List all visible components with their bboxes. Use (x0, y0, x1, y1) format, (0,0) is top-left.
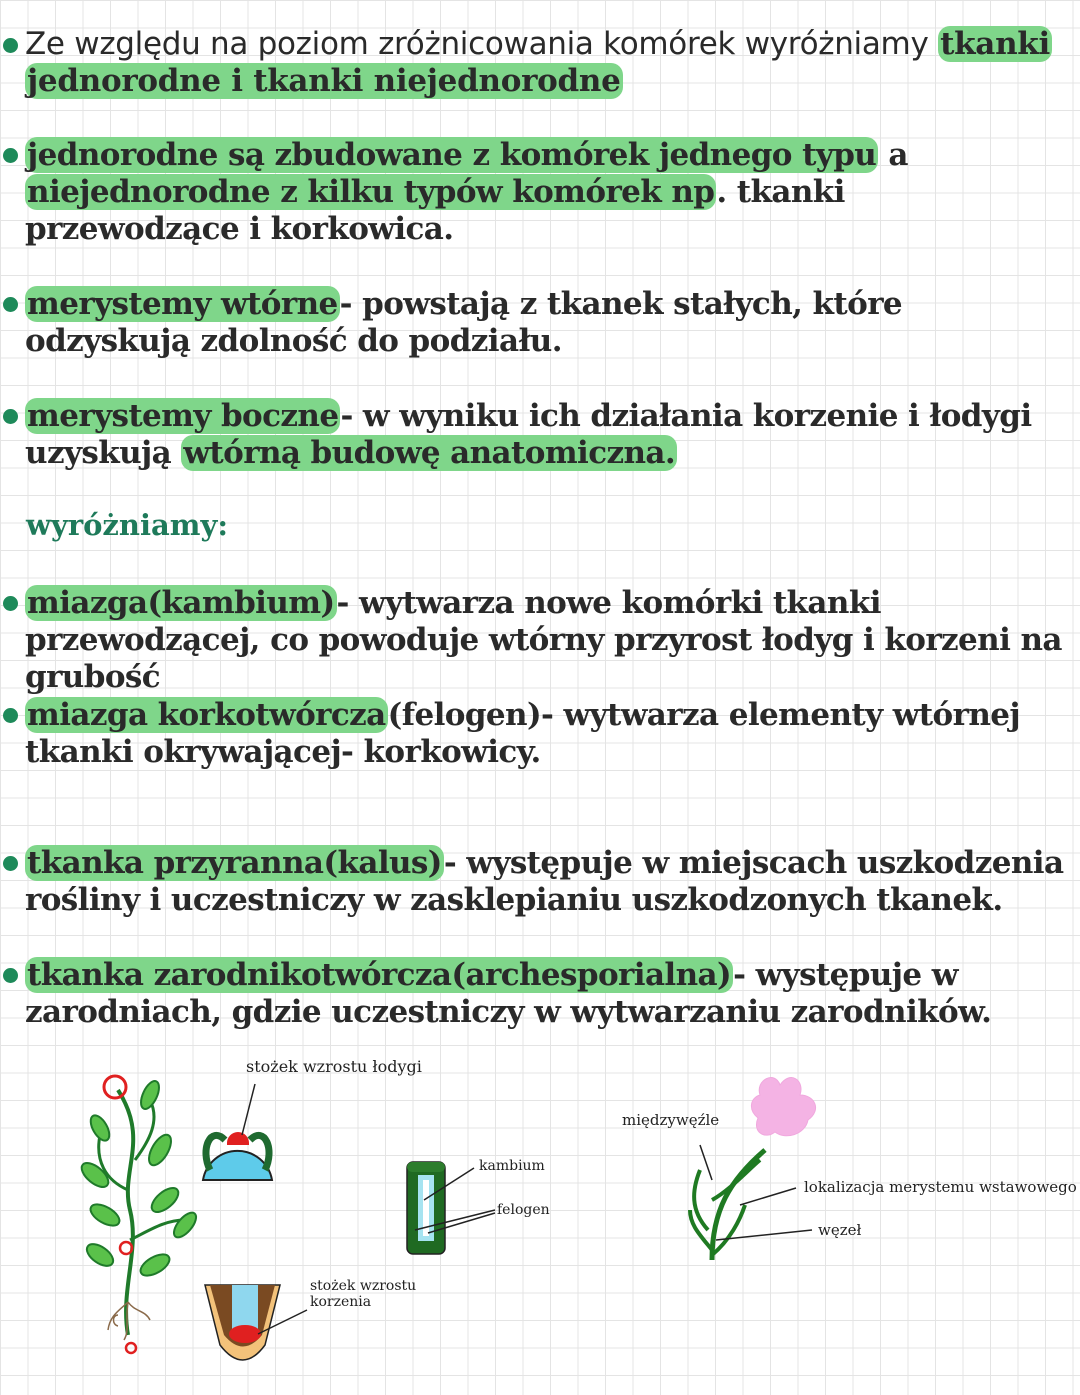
text: a (878, 137, 908, 173)
bullet (3, 596, 18, 611)
text: - występuje w miejscach uszkodzenia rośliny i uczestniczy w zasklepianiu uszkodzonych tkanek. (25, 845, 1064, 918)
text: . tkanki przewodzące i korkowica. (25, 174, 845, 247)
text: - występuje w zarodniach, gdzie uczestniczy w wytwarzaniu zarodników. (25, 957, 992, 1030)
paragraph-cambium (25, 585, 1065, 696)
label-shoot-tip: stożek wzrostu łodygi (246, 1057, 422, 1076)
plant-drawing (78, 1076, 200, 1353)
bullet (3, 968, 18, 983)
paragraph-lateral-meristems (25, 398, 1065, 472)
highlight: miazga korkotwórcza (27, 697, 386, 733)
bullet (3, 38, 18, 53)
bullet (3, 148, 18, 163)
highlight: tkanki jednorodne i tkanki niejednorodne (27, 26, 1050, 99)
bullet (3, 409, 18, 424)
highlight: tkanka zarodnikotwórcza(archesporialna) (27, 957, 732, 993)
highlight: miazga(kambium) (27, 585, 335, 621)
paragraph-archesporium (25, 957, 1065, 1031)
label-internode: międzywęźle (622, 1111, 720, 1129)
text: Ze względu na poziom zróżnicowania komórek wyróżniamy (25, 26, 929, 62)
text: - w wyniku ich działania korzenie i łodygi uzyskują (25, 398, 1032, 471)
label-felogen: felogen (497, 1202, 550, 1218)
highlight: merystemy boczne (27, 398, 339, 434)
highlight: jednorodne są zbudowane z komórek jednego typu (27, 137, 877, 173)
highlight: wtórną budowę anatomiczna. (183, 435, 676, 471)
paragraph-tissue-differentiation (25, 26, 1065, 100)
label-node: węzeł (818, 1221, 862, 1239)
highlight: merystemy wtórne (27, 286, 338, 322)
bullet (3, 297, 18, 312)
label-text: stożek wzrostu korzenia (310, 1278, 417, 1310)
paragraph-callus (25, 845, 1065, 919)
paragraph-secondary-meristems (25, 286, 1065, 360)
section-heading: wyróżniamy: (26, 508, 229, 542)
highlight: niejednorodne z kilku typów komórek np (27, 174, 715, 210)
paragraph-phellogen (25, 697, 1065, 771)
highlight: tkanka przyranna(kalus) (27, 845, 442, 881)
label-kambium: kambium (479, 1158, 545, 1174)
text: - powstają z tkanek stałych, które odzyskują zdolność do podziału. (25, 286, 903, 359)
bullet (3, 708, 18, 723)
stem-cross-section-drawing (407, 1162, 495, 1254)
label-intercalary-meristem: lokalizacja merystemu wstawowego (804, 1178, 1077, 1196)
flower-drawing (690, 1078, 816, 1260)
root-tip-drawing (205, 1285, 307, 1360)
label-root-tip (310, 1278, 420, 1310)
text: - wytwarza nowe komórki tkanki przewodzącej, co powoduje wtórny przyrost łodyg i korzeni na grubość (25, 585, 1062, 695)
paragraph-homogeneous (25, 137, 1065, 248)
shoot-tip-drawing (203, 1084, 272, 1180)
bullet (3, 856, 18, 871)
text: (felogen)- wytwarza elementy wtórnej tkanki okrywającej- korkowicy. (25, 697, 1021, 770)
